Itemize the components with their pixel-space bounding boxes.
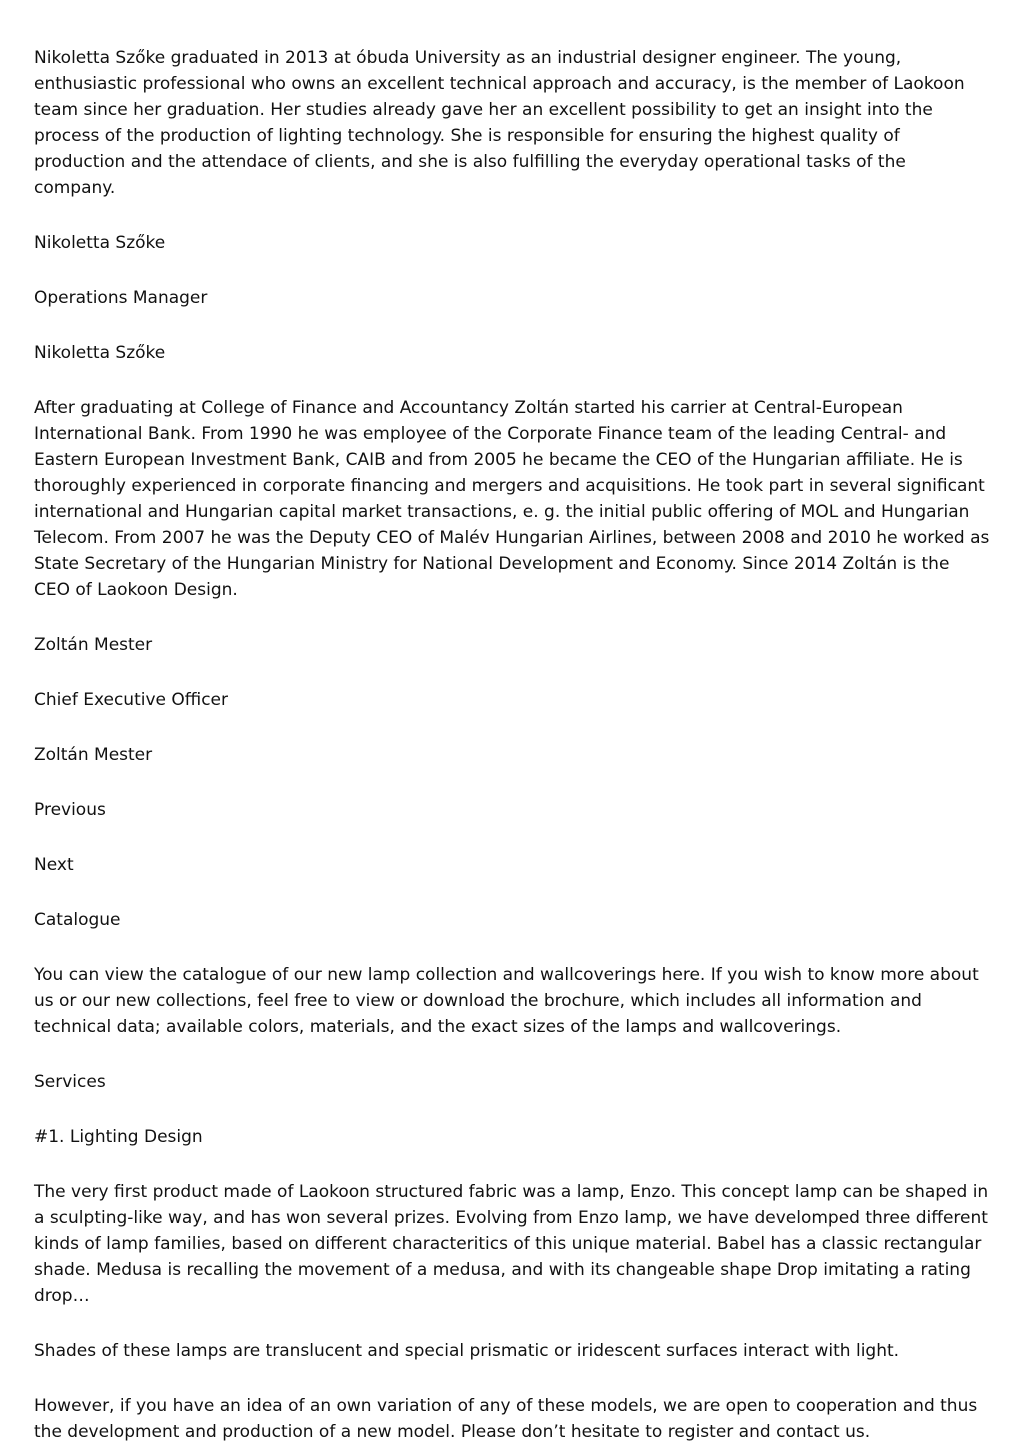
service-paragraph: However, if you have an idea of an own variation of any of these models, we are open to cooperation and thus the development and production of a new model. Please don’t hesitate to register and contact us. (34, 1396, 978, 1442)
catalogue-text: You can view the catalogue of our new lamp collection and wallcoverings here. If you wish to know more about us or our new collections, feel free to view or download the brochure, which includes all information and technical data; available colors, materials, and the exact sizes of the lamps and wallcoverings. (34, 965, 979, 1037)
member-name: Zoltán Mester (34, 635, 153, 655)
member-bio: After graduating at College of Finance and Accountancy Zoltán started his carrier at Central-European International Bank. From 1990 he was employee of the Corporate Finance team of the leading Central- and Eastern European Investment Bank, CAIB and from 2005 he became the CEO of the Hungarian affiliate. He is thoroughly experienced in corporate financing and mergers and acquisitions. He took part in several significant international and Hungarian capital market transactions, e. g. the initial public offering of MOL and Hungarian Telecom. From 2007 he was the Deputy CEO of Malév Hungarian Airlines, between 2008 and 2010 he worked as State Secretary of the Hungarian Ministry for National Development and Economy. Since 2014 Zoltán is the CEO of Laokoon Design. (34, 398, 990, 600)
catalogue-heading: Catalogue (34, 910, 121, 930)
member-bio: Nikoletta Szőke graduated in 2013 at óbuda University as an industrial designer engineer. The young, enthusiastic professional who owns an excellent technical approach and accuracy, is the member of Laokoon team since her graduation. Her studies already gave her an excellent possibility to get an insight into the process of the production of lighting technology. She is responsible for ensuring the highest quality of production and the attendace of clients, and she is also fulfilling the everyday operational tasks of the company. (34, 48, 965, 198)
service-title: #1. Lighting Design (34, 1127, 203, 1147)
service-paragraph: The very first product made of Laokoon structured fabric was a lamp, Enzo. This concept lamp can be shaped in a sculpting-like way, and has won several prizes. Evolving from Enzo lamp, we have develomped three different kinds of lamp families, based on different characteritics of this unique material. Babel has a classic rectangular shade. Medusa is recalling the movement of a medusa, and with its changeable shape Drop imitating a rating drop… (34, 1182, 989, 1306)
member-role: Chief Executive Officer (34, 690, 228, 710)
previous-link[interactable]: Previous (34, 800, 106, 820)
next-link[interactable]: Next (34, 855, 74, 875)
member-name: Nikoletta Szőke (34, 343, 166, 363)
member-role: Operations Manager (34, 288, 208, 308)
member-name: Nikoletta Szőke (34, 233, 166, 253)
service-paragraph: Shades of these lamps are translucent and special prismatic or iridescent surfaces interact with light. (34, 1341, 900, 1361)
member-name: Zoltán Mester (34, 745, 153, 765)
services-heading: Services (34, 1072, 106, 1092)
